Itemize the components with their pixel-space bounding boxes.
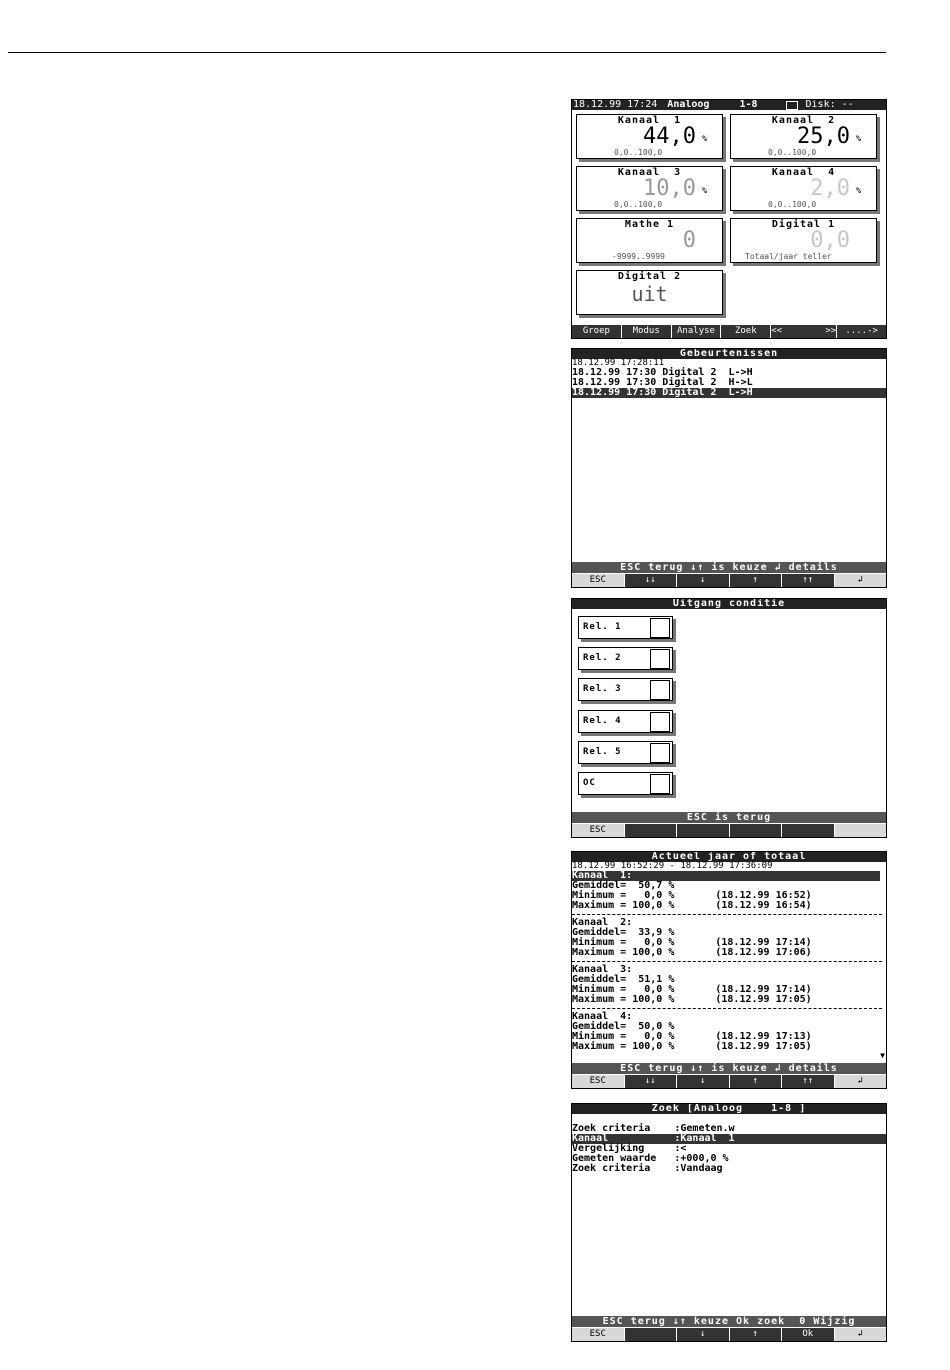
fkey-esc[interactable]: ESC xyxy=(572,1075,625,1088)
tile-name: Kanaal 2 xyxy=(771,115,836,126)
fkey-blank-4[interactable] xyxy=(730,824,783,837)
fkey-page-up[interactable]: ↑↑ xyxy=(782,574,835,587)
stat-maximum-row xyxy=(572,901,886,911)
function-keys xyxy=(572,1075,886,1088)
tile-unit: % xyxy=(702,186,707,195)
status-bar: ESC terug ↓↑ keuze Ok zoek 0 Wijzig xyxy=(572,1316,886,1327)
tile-value: 0,0 xyxy=(810,228,850,253)
stat-average: Gemiddel= 50,7 % xyxy=(572,880,675,891)
row-label: Zoek criteria xyxy=(572,1163,675,1174)
channel-header[interactable]: Kanaal 3: xyxy=(572,964,633,975)
fkey-page-up[interactable]: ↑↑ xyxy=(782,1075,835,1088)
status-bar: ESC terug ↓↑ is keuze ↲ details xyxy=(572,1063,886,1074)
screen-output-condition xyxy=(571,598,887,838)
divider xyxy=(572,961,882,962)
tile-kanaal-1[interactable] xyxy=(576,114,723,159)
fkey-modus[interactable]: Modus xyxy=(622,325,672,338)
relay-2[interactable] xyxy=(578,647,673,670)
relay-checkbox[interactable] xyxy=(650,712,670,732)
channel-header[interactable]: Kanaal 4: xyxy=(572,1011,633,1022)
relay-label: Rel. 3 xyxy=(583,684,622,694)
stat-minimum: Minimum = 0,0 % xyxy=(572,984,675,995)
divider xyxy=(572,914,882,915)
screen-title: Uitgang conditie xyxy=(572,599,886,609)
scroll-down-icon[interactable]: ▼ xyxy=(880,1051,885,1060)
event-row-selected[interactable]: 18.12.99 17:30 Digital 2 L->H xyxy=(572,388,886,398)
relay-checkbox[interactable] xyxy=(650,680,670,700)
fkey-esc[interactable]: ESC xyxy=(572,824,625,837)
fkey-up[interactable]: ↑ xyxy=(730,1328,783,1341)
row-value: :Gemeten.w xyxy=(674,1123,735,1134)
function-keys xyxy=(572,325,886,338)
stat-minimum: Minimum = 0,0 % xyxy=(572,890,675,901)
row-label: Gemeten waarde xyxy=(572,1153,675,1164)
screen-title: Gebeurtenissen xyxy=(572,349,886,359)
status-bar: ESC is terug xyxy=(572,812,886,823)
analog-header xyxy=(572,100,886,110)
tile-name: Kanaal 1 xyxy=(617,115,682,126)
relay-label: Rel. 1 xyxy=(583,622,622,632)
fkey-enter[interactable]: ↲ xyxy=(835,1075,887,1088)
fkey-enter[interactable]: ↲ xyxy=(835,574,887,587)
period-range: 18.12.99 16:52:29 - 18.12.99 17:36:09 xyxy=(572,861,773,871)
stats-block-1 xyxy=(572,871,886,911)
stat-maximum-time: (18.12.99 17:06) xyxy=(715,947,812,958)
tile-range: 0,0..100,0 xyxy=(614,200,663,209)
fkey-ok[interactable]: Ok xyxy=(782,1328,835,1341)
page-rule xyxy=(8,52,886,53)
relay-label: Rel. 4 xyxy=(583,716,622,726)
fkey-blank-3[interactable] xyxy=(677,824,730,837)
fkey-esc[interactable]: ESC xyxy=(572,574,625,587)
fkey-page-down[interactable]: ↓↓ xyxy=(625,1075,678,1088)
relay-checkbox[interactable] xyxy=(650,743,670,763)
fkey-down[interactable]: ↓ xyxy=(677,1328,730,1341)
fkey-blank-5[interactable] xyxy=(782,824,835,837)
disk-icon xyxy=(786,101,798,110)
screen-actual-year xyxy=(571,851,887,1089)
stat-maximum-time: (18.12.99 16:54) xyxy=(715,900,812,911)
fkey-esc[interactable]: ESC xyxy=(572,1328,625,1341)
relay-label: Rel. 5 xyxy=(583,747,622,757)
stat-minimum: Minimum = 0,0 % xyxy=(572,937,675,948)
stat-minimum-time: (18.12.99 17:13) xyxy=(715,1031,812,1042)
tile-range: 0,0..100,0 xyxy=(768,148,817,157)
fkey-groep[interactable]: Groep xyxy=(572,325,622,338)
tile-unit: % xyxy=(856,186,861,195)
relay-label: OC xyxy=(583,778,596,788)
stat-maximum-row xyxy=(572,1042,886,1052)
tile-value: 44,0 xyxy=(643,124,696,149)
header-time: 18.12.99 17:24 xyxy=(573,99,658,110)
tile-value: uit xyxy=(631,282,668,306)
stat-maximum-time: (18.12.99 17:05) xyxy=(715,994,812,1005)
relay-oc[interactable] xyxy=(578,772,673,795)
tile-digital-2[interactable] xyxy=(576,270,723,315)
fkey-up[interactable]: ↑ xyxy=(730,574,783,587)
tile-range: -9999..9999 xyxy=(612,252,665,261)
events-timestamp: 18.12.99 17:28:11 xyxy=(572,358,665,368)
stat-minimum-time: (18.12.99 17:14) xyxy=(715,937,812,948)
tile-value: 25,0 xyxy=(797,124,850,149)
tile-name: Digital 2 xyxy=(617,271,682,282)
tile-name: Mathe 1 xyxy=(624,219,675,230)
fkey-down[interactable]: ↓ xyxy=(677,574,730,587)
screen-events xyxy=(571,348,887,588)
stat-minimum: Minimum = 0,0 % xyxy=(572,1031,675,1042)
stats-block-2 xyxy=(572,918,886,958)
stat-maximum-row xyxy=(572,948,886,958)
stat-maximum: Maximum = 100,0 % xyxy=(572,994,675,1005)
event-row[interactable]: 18.12.99 17:30 Digital 2 L->H xyxy=(572,367,753,378)
header-disk: Disk: -- xyxy=(805,99,854,110)
function-keys xyxy=(572,1328,886,1341)
stat-average: Gemiddel= 50,0 % xyxy=(572,1021,675,1032)
relay-3[interactable] xyxy=(578,678,673,701)
tile-value: 10,0 xyxy=(643,176,696,201)
fkey-page-down[interactable]: ↓↓ xyxy=(625,574,678,587)
tile-unit: % xyxy=(702,134,707,143)
stat-maximum-row xyxy=(572,995,886,1005)
tile-name: Kanaal 3 xyxy=(617,167,682,178)
stat-minimum-time: (18.12.99 17:14) xyxy=(715,984,812,995)
stat-maximum: Maximum = 100,0 % xyxy=(572,900,675,911)
fkey-analyse[interactable]: Analyse xyxy=(672,325,722,338)
tile-name: Digital 1 xyxy=(771,219,836,230)
status-bar: ESC terug ↓↑ is keuze ↲ details xyxy=(572,562,886,573)
tile-range: 0,0..100,0 xyxy=(614,148,663,157)
channel-header[interactable]: Kanaal 2: xyxy=(572,917,633,928)
relay-1[interactable] xyxy=(578,616,673,639)
function-keys xyxy=(572,824,886,837)
stat-minimum-time: (18.12.99 16:52) xyxy=(715,890,812,901)
stat-maximum: Maximum = 100,0 % xyxy=(572,947,675,958)
screen-title: Zoek [Analoog 1-8 ] xyxy=(572,1104,886,1114)
function-keys xyxy=(572,574,886,587)
fkey-blank-2[interactable] xyxy=(625,824,678,837)
relay-checkbox[interactable] xyxy=(650,618,670,638)
tile-range: 0,0..100,0 xyxy=(768,200,817,209)
header-title: Analoog xyxy=(667,99,710,110)
fkey-enter[interactable]: ↲ xyxy=(835,1328,887,1341)
stats-block-4 xyxy=(572,1012,886,1052)
relay-checkbox[interactable] xyxy=(650,649,670,669)
channel-header[interactable]: Kanaal 1: xyxy=(572,871,880,881)
fkey-blank[interactable] xyxy=(625,1328,678,1341)
fkey-blank-6[interactable] xyxy=(835,824,887,837)
fkey-down[interactable]: ↓ xyxy=(677,1075,730,1088)
row-value: :< xyxy=(674,1143,687,1154)
row-value: :+000,0 % xyxy=(674,1153,729,1164)
tile-name: Kanaal 4 xyxy=(771,167,836,178)
relay-checkbox[interactable] xyxy=(650,774,670,794)
tile-unit: % xyxy=(856,134,861,143)
stat-average: Gemiddel= 51,1 % xyxy=(572,974,675,985)
stat-average: Gemiddel= 33,9 % xyxy=(572,927,675,938)
row-label: Zoek criteria xyxy=(572,1123,675,1134)
row-label: Vergelijking xyxy=(572,1143,675,1154)
divider xyxy=(572,1008,882,1009)
relay-label: Rel. 2 xyxy=(583,653,622,663)
tile-range: Totaal/jaar teller xyxy=(745,252,832,261)
stat-maximum: Maximum = 100,0 % xyxy=(572,1041,675,1052)
tile-value: 2,0 xyxy=(810,176,850,201)
screen-title: Actueel jaar of totaal xyxy=(572,852,886,862)
fkey-more[interactable]: ....-> xyxy=(837,325,886,338)
screen-analog-display xyxy=(571,99,887,339)
relay-4[interactable] xyxy=(578,710,673,733)
search-row[interactable] xyxy=(572,1164,886,1174)
relay-5[interactable] xyxy=(578,741,673,764)
tile-mathe-1[interactable] xyxy=(576,218,723,263)
fkey-prev-next[interactable]: << >> xyxy=(771,326,837,336)
stat-maximum-time: (18.12.99 17:05) xyxy=(715,1041,812,1052)
row-label: Kanaal xyxy=(572,1133,675,1144)
tile-value: 0 xyxy=(682,228,696,253)
event-row[interactable]: 18.12.99 17:30 Digital 2 H->L xyxy=(572,377,753,388)
tile-kanaal-3[interactable] xyxy=(576,166,723,211)
tile-kanaal-4[interactable] xyxy=(730,166,877,211)
stats-block-3 xyxy=(572,965,886,1005)
row-value: :Kanaal 1 xyxy=(674,1133,735,1144)
screen-search xyxy=(571,1103,887,1342)
row-value: :Vandaag xyxy=(674,1163,723,1174)
tile-kanaal-2[interactable] xyxy=(730,114,877,159)
header-group: 1-8 xyxy=(739,99,758,110)
tile-digital-1[interactable] xyxy=(730,218,877,263)
fkey-zoek[interactable]: Zoek xyxy=(721,325,771,338)
fkey-up[interactable]: ↑ xyxy=(730,1075,783,1088)
